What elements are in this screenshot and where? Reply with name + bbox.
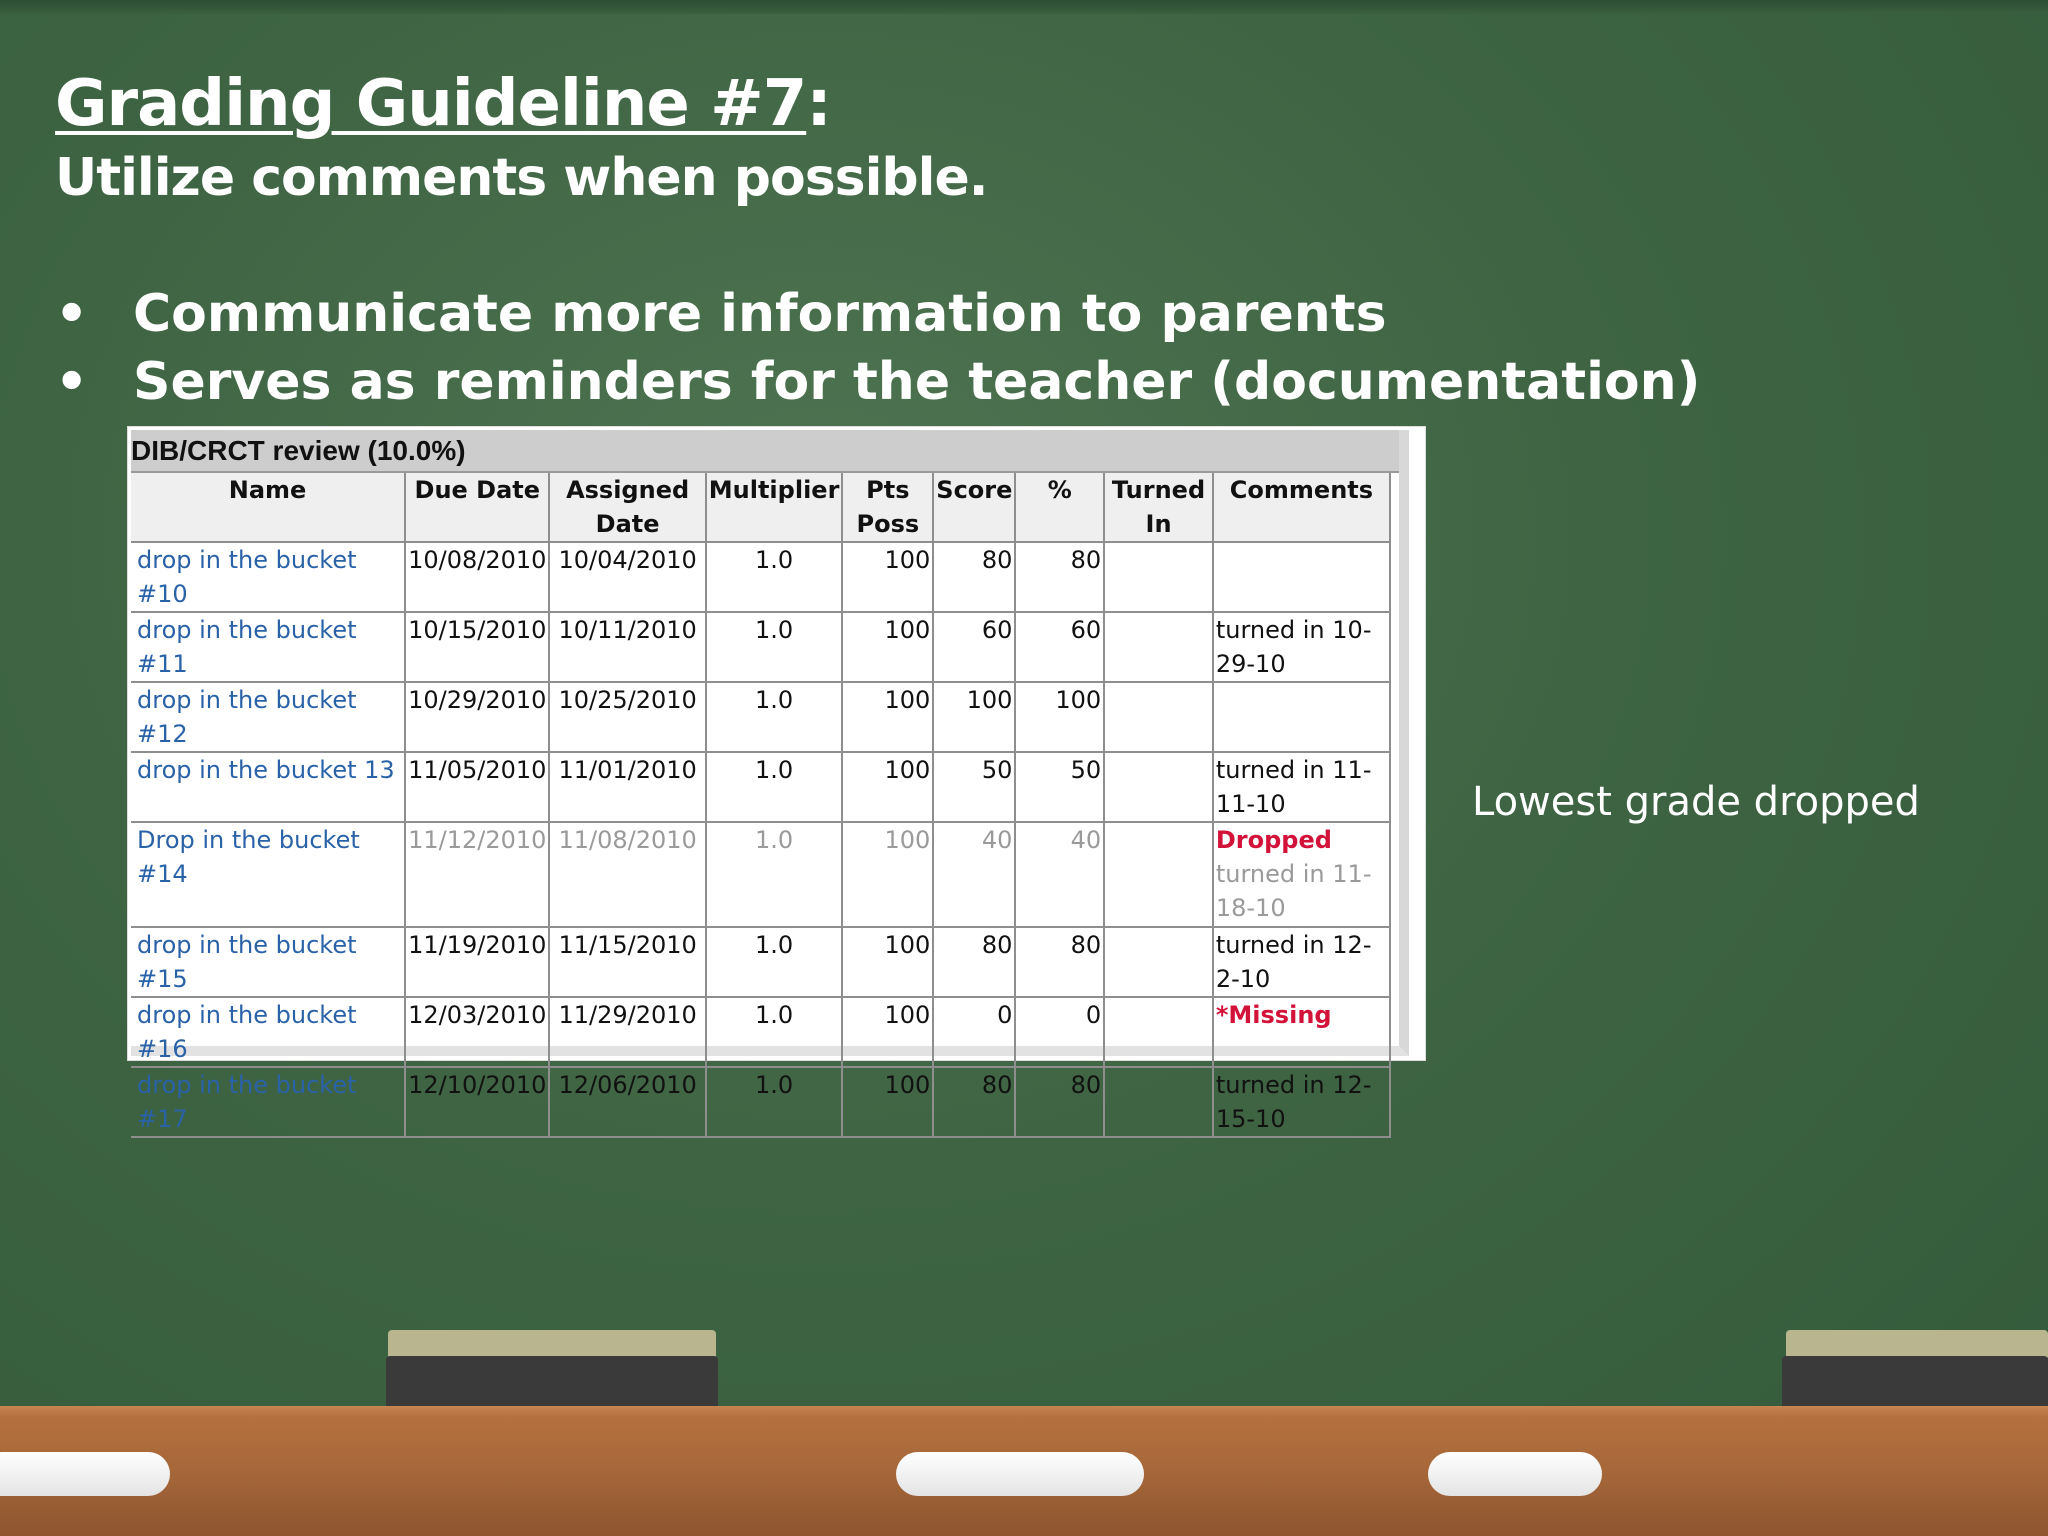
score-cell: 40	[933, 822, 1015, 927]
pts-poss-cell: 100	[842, 1067, 933, 1137]
due-date-cell: 11/05/2010	[405, 752, 549, 822]
multiplier-cell: 1.0	[706, 1067, 843, 1137]
pts-poss-cell: 100	[842, 997, 933, 1067]
slide-subtitle: Utilize comments when possible.	[55, 148, 988, 208]
percent-cell: 80	[1015, 1067, 1104, 1137]
score-cell: 80	[933, 1067, 1015, 1137]
comment-cell: turned in 10-29-10	[1213, 612, 1390, 682]
pts-poss-cell: 100	[842, 682, 933, 752]
slide-title-colon: :	[806, 67, 831, 141]
turned-in-cell	[1104, 682, 1213, 752]
due-date-cell: 12/03/2010	[405, 997, 549, 1067]
side-annotation: Lowest grade dropped	[1472, 779, 1920, 825]
assigned-date-cell: 10/04/2010	[549, 542, 705, 612]
turned-in-cell	[1104, 822, 1213, 927]
table-header-row	[131, 473, 1390, 542]
percent-cell: 60	[1015, 612, 1104, 682]
score-cell: 50	[933, 752, 1015, 822]
comment-cell: turned in 11-11-10	[1213, 752, 1390, 822]
percent-cell: 40	[1015, 822, 1104, 927]
turned-in-cell	[1104, 612, 1213, 682]
multiplier-cell: 1.0	[706, 752, 843, 822]
multiplier-cell: 1.0	[706, 822, 843, 927]
column-header-due-date[interactable]: Due Date	[405, 473, 549, 542]
multiplier-cell: 1.0	[706, 682, 843, 752]
multiplier-cell: 1.0	[706, 542, 843, 612]
missing-comment-cell: *Missing	[1213, 997, 1390, 1067]
assignment-link[interactable]: drop in the bucket #11	[131, 612, 405, 682]
turned-in-cell	[1104, 752, 1213, 822]
assigned-date-cell: 11/29/2010	[549, 997, 705, 1067]
column-header-multiplier[interactable]: Multiplier	[706, 473, 843, 542]
table-row-dropped	[131, 822, 1390, 927]
due-date-cell: 10/15/2010	[405, 612, 549, 682]
table-row	[131, 927, 1390, 997]
turned-in-cell	[1104, 997, 1213, 1067]
column-header-comments[interactable]: Comments	[1213, 473, 1390, 542]
assignment-link[interactable]: drop in the bucket 13	[131, 752, 405, 822]
assigned-date-cell: 10/25/2010	[549, 682, 705, 752]
multiplier-cell: 1.0	[706, 612, 843, 682]
assigned-date-cell: 10/11/2010	[549, 612, 705, 682]
column-header-score[interactable]: Score	[933, 473, 1015, 542]
turned-in-cell	[1104, 1067, 1213, 1137]
score-cell: 0	[933, 997, 1015, 1067]
score-cell: 80	[933, 927, 1015, 997]
due-date-cell: 11/19/2010	[405, 927, 549, 997]
bullet-item	[55, 348, 1700, 416]
bullet-text: Communicate more information to parents	[133, 284, 1387, 344]
column-header-percent[interactable]: %	[1015, 473, 1104, 542]
slide-title-text: Grading Guideline #7	[55, 67, 807, 141]
due-date-cell: 10/08/2010	[405, 542, 549, 612]
slide-title	[55, 62, 831, 146]
percent-cell: 80	[1015, 927, 1104, 997]
table-row	[131, 997, 1390, 1067]
chalk-stick-left	[0, 1452, 170, 1496]
turned-in-cell	[1104, 542, 1213, 612]
pts-poss-cell: 100	[842, 927, 933, 997]
pts-poss-cell: 100	[842, 542, 933, 612]
assignment-link[interactable]: drop in the bucket #15	[131, 927, 405, 997]
bullet-list	[55, 280, 1700, 416]
column-header-turned-in[interactable]: Turned In	[1104, 473, 1213, 542]
comment-cell: turned in 12-15-10	[1213, 1067, 1390, 1137]
percent-cell: 0	[1015, 997, 1104, 1067]
dropped-label: Dropped	[1215, 826, 1332, 854]
bullet-dot-icon: •	[55, 352, 89, 412]
percent-cell: 50	[1015, 752, 1104, 822]
column-header-assigned-date[interactable]: Assigned Date	[549, 473, 705, 542]
table-row	[131, 612, 1390, 682]
due-date-cell: 11/12/2010	[405, 822, 549, 927]
assignment-link[interactable]: drop in the bucket #16	[131, 997, 405, 1067]
assigned-date-cell: 11/01/2010	[549, 752, 705, 822]
score-cell: 60	[933, 612, 1015, 682]
gradebook-screenshot	[128, 427, 1425, 1133]
assignment-link[interactable]: drop in the bucket #17	[131, 1067, 405, 1137]
assignment-link[interactable]: Drop in the bucket #14	[131, 822, 405, 927]
gradebook-table	[131, 473, 1391, 1138]
table-row	[131, 752, 1390, 822]
multiplier-cell: 1.0	[706, 927, 843, 997]
table-row	[131, 542, 1390, 612]
comment-cell	[1213, 822, 1390, 927]
pts-poss-cell: 100	[842, 752, 933, 822]
table-row	[131, 682, 1390, 752]
column-header-name[interactable]: Name	[131, 473, 405, 542]
pts-poss-cell: 100	[842, 612, 933, 682]
comment-text: turned in 11-18-10	[1215, 860, 1372, 922]
comment-cell	[1213, 682, 1390, 752]
column-header-pts-poss[interactable]: Pts Poss	[842, 473, 933, 542]
comment-cell	[1213, 542, 1390, 612]
turned-in-cell	[1104, 927, 1213, 997]
due-date-cell: 12/10/2010	[405, 1067, 549, 1137]
comment-cell: turned in 12-2-10	[1213, 927, 1390, 997]
percent-cell: 80	[1015, 542, 1104, 612]
chalkboard-frame-top	[0, 0, 2048, 14]
bullet-text: Serves as reminders for the teacher (documentation)	[133, 352, 1701, 412]
bullet-item	[55, 280, 1700, 348]
table-row	[131, 1067, 1390, 1137]
assigned-date-cell: 11/15/2010	[549, 927, 705, 997]
due-date-cell: 10/29/2010	[405, 682, 549, 752]
assigned-date-cell: 12/06/2010	[549, 1067, 705, 1137]
assignment-link[interactable]: drop in the bucket #10	[131, 542, 405, 612]
assignment-link[interactable]: drop in the bucket #12	[131, 682, 405, 752]
pts-poss-cell: 100	[842, 822, 933, 927]
assigned-date-cell: 11/08/2010	[549, 822, 705, 927]
percent-cell: 100	[1015, 682, 1104, 752]
score-cell: 80	[933, 542, 1015, 612]
chalk-stick-middle	[896, 1452, 1144, 1496]
gradebook-panel	[131, 430, 1409, 1133]
score-cell: 100	[933, 682, 1015, 752]
bullet-dot-icon: •	[55, 284, 89, 344]
gradebook-category-header: DIB/CRCT review (10.0%)	[131, 430, 1399, 473]
multiplier-cell: 1.0	[706, 997, 843, 1067]
chalk-stick-right	[1428, 1452, 1602, 1496]
